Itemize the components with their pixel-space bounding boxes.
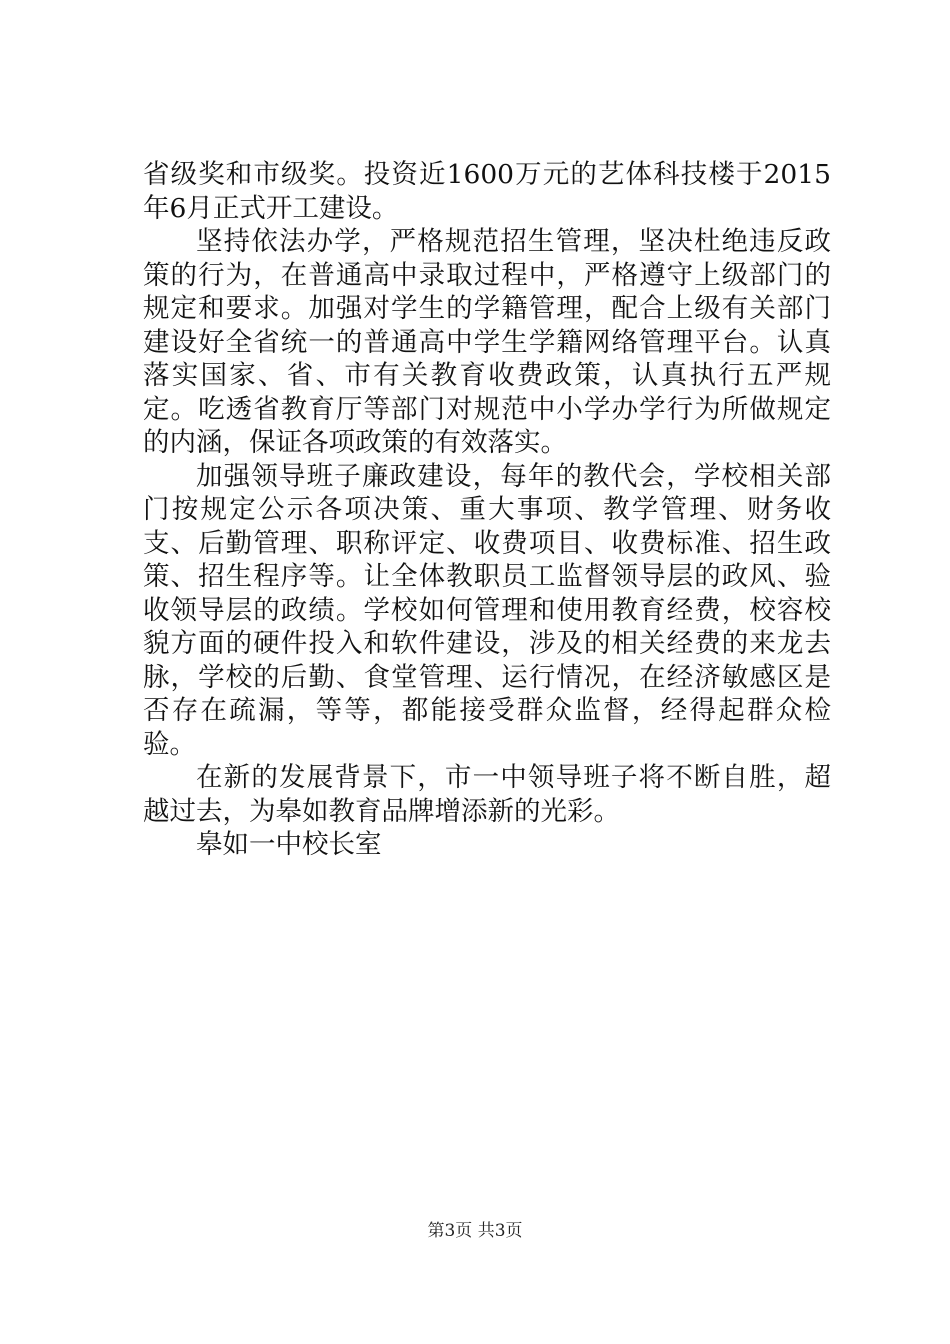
paragraph-3: 加强领导班子廉政建设，每年的教代会，学校相关部门按规定公示各项决策、重大事项、教学管理、财务收支、后勤管理、职称评定、收费项目、收费标准、招生政策、招生程序等。让全体教职员工监督领导层的政风、验收领导层的政绩。学校如何管理和使用教育经费，校容校貌方面的硬件投入和软件建设，涉及的相关经费的来龙去脉，学校的后勤、食堂管理、运行情况，在经济敏感区是否存在疏漏，等等，都能接受群众监督，经得起群众检验。	[143, 460, 831, 760]
paragraph-2: 坚持依法办学，严格规范招生管理，坚决杜绝违反政策的行为，在普通高中录取过程中，严格遵守上级部门的规定和要求。加强对学生的学籍管理，配合上级有关部门建设好全省统一的普通高中学生学籍网络管理平台。认真落实国家、省、市有关教育收费政策，认真执行五严规定。吃透省教育厅等部门对规范中小学办学行为所做规定的内涵，保证各项政策的有效落实。	[143, 226, 831, 458]
paragraph-1: 省级奖和市级奖。投资近1600万元的艺体科技楼于2015年6月正式开工建设。	[143, 159, 831, 224]
page-footer: 第3页 共3页	[427, 1221, 523, 1241]
document-body	[143, 158, 831, 862]
signature: 皋如一中校长室	[196, 829, 382, 860]
paragraph-4: 在新的发展背景下，市一中领导班子将不断自胜，超越过去，为皋如教育品牌增添新的光彩。	[143, 762, 831, 827]
